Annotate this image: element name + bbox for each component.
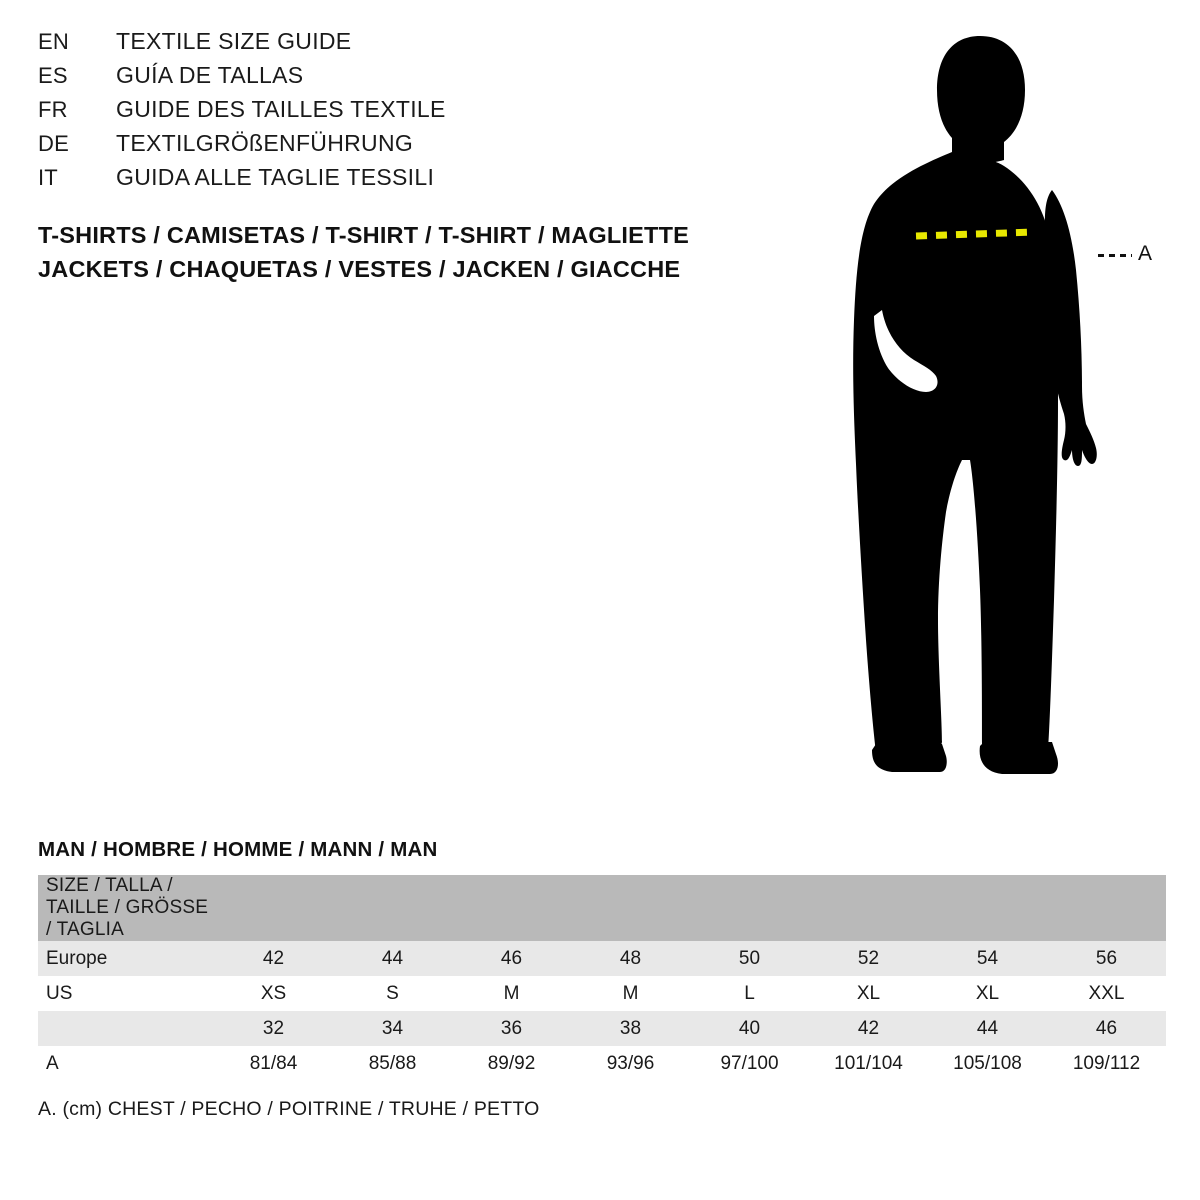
table-group-heading: MAN / HOMBRE / HOMME / MANN / MAN [38,838,438,861]
figure-illustration [820,20,1180,790]
table-cell: M [503,982,520,1004]
language-row [38,130,738,164]
table-cell: 40 [738,1017,761,1039]
table-cell: XL [856,982,881,1004]
table-cell: 105/108 [953,1052,1022,1074]
language-row [38,62,738,96]
language-title: TEXTILE SIZE GUIDE [116,28,352,54]
table-header-label: SIZE / TALLA / TAILLE / GRÖSSE / TAGLIA [46,875,209,940]
category-line-tshirts: T-SHIRTS / CAMISETAS / T-SHIRT / T-SHIRT / MAGLIETTE [38,222,689,248]
table-cell: 36 [500,1017,523,1039]
table-cell: 42 [857,1017,880,1039]
language-title: GUIDE DES TAILLES TEXTILE [116,96,446,122]
table-cell: XL [975,982,1000,1004]
table-cell: 34 [381,1017,404,1039]
table-cell: 32 [262,1017,285,1039]
language-row [38,164,738,198]
measure-marker-label: A [1138,242,1153,265]
table-cell: 101/104 [834,1052,903,1074]
table-cell: 44 [381,947,404,969]
table-header-row [38,875,1166,941]
row-label-us: US [46,982,73,1004]
measure-leader-dashes [1098,254,1132,257]
language-code: ES [38,63,68,88]
table-row [38,941,1166,976]
category-line-jackets: JACKETS / CHAQUETAS / VESTES / JACKEN / GIACCHE [38,256,681,282]
size-table [38,875,1166,1081]
language-code: FR [38,97,68,122]
table-cell: 46 [500,947,523,969]
table-cell: XS [260,982,287,1004]
table-cell: 50 [738,947,761,969]
table-cell: 89/92 [487,1052,536,1074]
table-cell: 109/112 [1072,1052,1141,1074]
table-cell: M [622,982,639,1004]
language-title: GUÍA DE TALLAS [116,62,304,88]
language-row [38,96,738,130]
table-cell: 56 [1095,947,1118,969]
language-title: TEXTILGRÖßENFÜHRUNG [116,130,414,156]
table-cell: 81/84 [249,1052,298,1074]
table-cell: 97/100 [720,1052,779,1074]
table-cell: L [744,982,755,1004]
table-cell: 52 [857,947,880,969]
garment-category-block [38,218,798,286]
table-row [38,1046,1166,1081]
table-cell: 42 [262,947,285,969]
size-table-section [38,838,1166,1081]
male-torso-silhouette-icon [820,20,1180,790]
table-cell: 85/88 [368,1052,417,1074]
language-code: DE [38,131,69,156]
table-cell: XXL [1088,982,1125,1004]
table-cell: 44 [976,1017,999,1039]
language-code: IT [38,165,58,190]
table-row [38,976,1166,1011]
table-cell: 46 [1095,1017,1118,1039]
table-row [38,1011,1166,1046]
language-title-block [38,28,738,198]
row-label-europe: Europe [46,947,108,969]
table-cell: 93/96 [606,1052,655,1074]
language-code: EN [38,29,69,54]
table-cell: S [386,982,399,1004]
row-label-a: A [46,1052,59,1074]
row-label-blank [38,1011,214,1046]
language-row [38,28,738,62]
table-cell: 48 [619,947,642,969]
footnote-chest-measure: A. (cm) CHEST / PECHO / POITRINE / TRUHE / PETTO [38,1098,540,1120]
language-title: GUIDA ALLE TAGLIE TESSILI [116,164,435,190]
table-cell: 38 [619,1017,642,1039]
table-cell: 54 [976,947,999,969]
